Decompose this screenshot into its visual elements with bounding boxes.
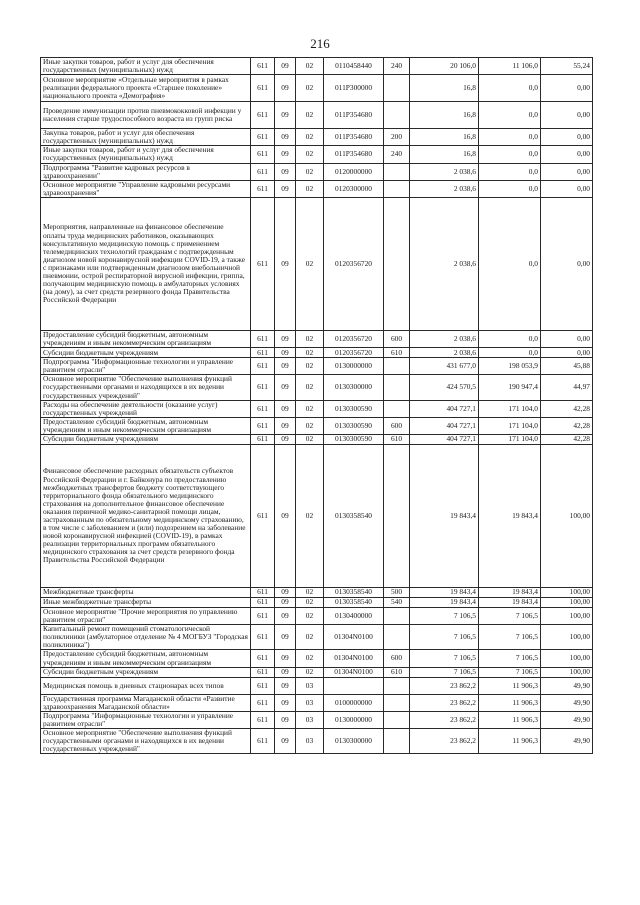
row-gr-cell: 611: [251, 129, 275, 146]
row-cs-cell: 0110458440: [324, 58, 384, 75]
row-rz-cell: 09: [275, 444, 296, 587]
row-plan-cell: 16,8: [410, 102, 479, 129]
row-vr-cell: [384, 444, 410, 587]
row-pr-cell: 02: [296, 58, 324, 75]
row-vr-cell: 540: [384, 597, 410, 607]
table-row: [41, 358, 593, 375]
row-fact-cell: 0,0: [479, 102, 541, 129]
budget-execution-table: [40, 57, 593, 754]
row-pr-cell: 02: [296, 180, 324, 197]
row-plan-cell: 16,8: [410, 129, 479, 146]
row-name-cell: Капитальный ремонт помещений стоматологической поликлиники (амбулаторное отделение № 4 МОГБУЗ "Городская поликлиника"): [41, 625, 251, 650]
row-name-cell: Основное мероприятие «Отдельные мероприятия в рамках реализации федерального проекта «Старшее поколение» национального проекта «Демография»: [41, 75, 251, 102]
row-cs-cell: 0100000000: [324, 694, 384, 711]
row-pr-cell: 02: [296, 146, 324, 163]
row-fact-cell: 198 053,9: [479, 358, 541, 375]
row-rz-cell: 09: [275, 650, 296, 667]
row-plan-cell: 23 862,2: [410, 694, 479, 711]
row-pct-cell: 0,00: [541, 75, 593, 102]
row-vr-cell: 610: [384, 348, 410, 358]
row-fact-cell: 0,0: [479, 146, 541, 163]
row-name-cell: Закупка товаров, работ и услуг для обеспечения государственных (муниципальных) нужд: [41, 129, 251, 146]
row-plan-cell: 404 727,1: [410, 434, 479, 444]
row-pr-cell: 03: [296, 677, 324, 694]
table-row: [41, 400, 593, 417]
row-name-cell: Основное мероприятие "Обеспечение выполнения функций государственными органами и находящихся в их ведении государственных учреждений": [41, 375, 251, 400]
row-rz-cell: 09: [275, 607, 296, 624]
row-rz-cell: 09: [275, 417, 296, 434]
row-pr-cell: 02: [296, 348, 324, 358]
table-row: [41, 667, 593, 677]
row-cs-cell: 0130000000: [324, 358, 384, 375]
row-plan-cell: 16,8: [410, 75, 479, 102]
row-pct-cell: 0,00: [541, 180, 593, 197]
row-fact-cell: 7 106,5: [479, 650, 541, 667]
row-rz-cell: 09: [275, 434, 296, 444]
row-cs-cell: 011P354680: [324, 129, 384, 146]
row-vr-cell: [384, 197, 410, 330]
row-fact-cell: 11 106,0: [479, 58, 541, 75]
row-vr-cell: [384, 180, 410, 197]
row-cs-cell: 011P354680: [324, 102, 384, 129]
table-row: [41, 75, 593, 102]
row-gr-cell: 611: [251, 358, 275, 375]
row-gr-cell: 611: [251, 444, 275, 587]
row-gr-cell: 611: [251, 348, 275, 358]
row-rz-cell: 09: [275, 330, 296, 347]
row-vr-cell: [384, 358, 410, 375]
row-cs-cell: 0130358540: [324, 587, 384, 597]
row-pr-cell: 02: [296, 102, 324, 129]
table-row: [41, 625, 593, 650]
row-gr-cell: 611: [251, 163, 275, 180]
row-plan-cell: 2 038,6: [410, 163, 479, 180]
row-cs-cell: 0130300590: [324, 417, 384, 434]
row-pct-cell: 42,28: [541, 434, 593, 444]
row-name-cell: Расходы на обеспечение деятельности (оказание услуг) государственных учреждений: [41, 400, 251, 417]
row-rz-cell: 09: [275, 180, 296, 197]
row-pr-cell: 02: [296, 444, 324, 587]
row-fact-cell: 11 906,3: [479, 677, 541, 694]
row-vr-cell: [384, 694, 410, 711]
table-row: [41, 607, 593, 624]
table-row: [41, 197, 593, 330]
table-row: [41, 375, 593, 400]
row-pr-cell: 03: [296, 729, 324, 754]
row-rz-cell: 09: [275, 667, 296, 677]
row-cs-cell: 0120356720: [324, 330, 384, 347]
row-plan-cell: 424 570,5: [410, 375, 479, 400]
row-vr-cell: 600: [384, 330, 410, 347]
row-name-cell: Основное мероприятие "Обеспечение выполнения функций государственными органами и находящихся в их ведении государственных учреждений": [41, 729, 251, 754]
row-plan-cell: 7 106,5: [410, 625, 479, 650]
row-rz-cell: 09: [275, 694, 296, 711]
row-cs-cell: 01304N0100: [324, 650, 384, 667]
row-pct-cell: 100,00: [541, 625, 593, 650]
table-row: [41, 163, 593, 180]
row-gr-cell: 611: [251, 650, 275, 667]
row-vr-cell: [384, 163, 410, 180]
table-row: [41, 677, 593, 694]
row-cs-cell: 0130358540: [324, 444, 384, 587]
row-vr-cell: [384, 375, 410, 400]
row-vr-cell: [384, 677, 410, 694]
row-name-cell: Субсидии бюджетным учреждениям: [41, 434, 251, 444]
row-pr-cell: 02: [296, 650, 324, 667]
row-gr-cell: 611: [251, 197, 275, 330]
row-gr-cell: 611: [251, 330, 275, 347]
row-name-cell: Проведение иммунизации против пневмококковой инфекции у населения старше трудоспособного возраста из групп риска: [41, 102, 251, 129]
table-row: [41, 650, 593, 667]
row-vr-cell: 200: [384, 129, 410, 146]
row-cs-cell: 0130300590: [324, 400, 384, 417]
row-rz-cell: 09: [275, 163, 296, 180]
row-pct-cell: 0,00: [541, 102, 593, 129]
row-name-cell: Подпрограмма "Развитие кадровых ресурсов в здравоохранении": [41, 163, 251, 180]
row-name-cell: Финансовое обеспечение расходных обязательств субъектов Российской Федерации и г. Байконура по предоставлению межбюджетных трансфертов бюджету соответствующего территориального фонда обязательного медицинского страхования на дополнительное финансовое обеспечение оказания первичной медико-санитарной помощи лицам, застрахованным по обязательному медицинскому страхованию, в том числе с заболеванием и (или) подозрением на заболевание новой коронавирусной инфекцией (COVID-19), в рамках реализации территориальных программ обязательного медицинского страхования за счет средств резервного фонда Правительства Российской Федерации: [41, 444, 251, 587]
row-plan-cell: 2 038,6: [410, 180, 479, 197]
row-pct-cell: 42,28: [541, 400, 593, 417]
row-fact-cell: 19 843,4: [479, 444, 541, 587]
row-gr-cell: 611: [251, 694, 275, 711]
row-rz-cell: 09: [275, 58, 296, 75]
row-fact-cell: 19 843,4: [479, 587, 541, 597]
row-fact-cell: 7 106,5: [479, 625, 541, 650]
row-fact-cell: 7 106,5: [479, 667, 541, 677]
row-pct-cell: 0,00: [541, 146, 593, 163]
row-rz-cell: 09: [275, 129, 296, 146]
row-gr-cell: 611: [251, 434, 275, 444]
row-gr-cell: 611: [251, 677, 275, 694]
row-vr-cell: 240: [384, 146, 410, 163]
row-cs-cell: 0130300000: [324, 729, 384, 754]
row-cs-cell: 0120300000: [324, 180, 384, 197]
row-cs-cell: 01304N0100: [324, 667, 384, 677]
row-plan-cell: 19 843,4: [410, 587, 479, 597]
row-fact-cell: 11 906,3: [479, 694, 541, 711]
row-pr-cell: 02: [296, 597, 324, 607]
row-fact-cell: 0,0: [479, 129, 541, 146]
row-gr-cell: 611: [251, 597, 275, 607]
table-row: [41, 417, 593, 434]
row-plan-cell: 19 843,4: [410, 597, 479, 607]
row-rz-cell: 09: [275, 348, 296, 358]
row-pr-cell: 02: [296, 667, 324, 677]
row-cs-cell: 0130358540: [324, 597, 384, 607]
row-name-cell: Государственная программа Магаданской области «Развитие здравоохранения Магаданской области»: [41, 694, 251, 711]
table-row: [41, 102, 593, 129]
row-plan-cell: 2 038,6: [410, 197, 479, 330]
row-fact-cell: 190 947,4: [479, 375, 541, 400]
row-plan-cell: 23 862,2: [410, 711, 479, 728]
page-number: 216: [310, 36, 330, 51]
row-name-cell: Подпрограмма "Информационные технологии и управление развитием отрасли": [41, 358, 251, 375]
row-gr-cell: 611: [251, 607, 275, 624]
row-plan-cell: 404 727,1: [410, 400, 479, 417]
row-pr-cell: 02: [296, 625, 324, 650]
row-vr-cell: [384, 625, 410, 650]
row-rz-cell: 09: [275, 75, 296, 102]
row-cs-cell: 01304N0100: [324, 625, 384, 650]
row-cs-cell: 0130300590: [324, 434, 384, 444]
row-plan-cell: 23 862,2: [410, 729, 479, 754]
row-pct-cell: 0,00: [541, 197, 593, 330]
row-plan-cell: 20 106,0: [410, 58, 479, 75]
row-vr-cell: 500: [384, 587, 410, 597]
row-pct-cell: 44,97: [541, 375, 593, 400]
row-gr-cell: 611: [251, 587, 275, 597]
row-pr-cell: 02: [296, 129, 324, 146]
row-rz-cell: 09: [275, 677, 296, 694]
row-pr-cell: 02: [296, 197, 324, 330]
row-pct-cell: 100,00: [541, 607, 593, 624]
row-fact-cell: 171 104,0: [479, 434, 541, 444]
row-gr-cell: 611: [251, 102, 275, 129]
row-rz-cell: 09: [275, 146, 296, 163]
row-pr-cell: 02: [296, 587, 324, 597]
row-name-cell: Основное мероприятие "Прочие мероприятия по управлению развитием отрасли": [41, 607, 251, 624]
row-rz-cell: 09: [275, 197, 296, 330]
row-cs-cell: [324, 677, 384, 694]
row-name-cell: Предоставление субсидий бюджетным, автономным учреждениям и иным некоммерческим организациям: [41, 330, 251, 347]
row-pr-cell: 02: [296, 358, 324, 375]
row-vr-cell: 610: [384, 667, 410, 677]
table-row: [41, 444, 593, 587]
row-pr-cell: 03: [296, 694, 324, 711]
row-name-cell: Межбюджетные трансферты: [41, 587, 251, 597]
row-gr-cell: 611: [251, 180, 275, 197]
row-cs-cell: 0130000000: [324, 711, 384, 728]
row-plan-cell: 431 677,0: [410, 358, 479, 375]
row-gr-cell: 611: [251, 729, 275, 754]
row-pct-cell: 55,24: [541, 58, 593, 75]
row-vr-cell: 600: [384, 650, 410, 667]
row-plan-cell: 7 106,5: [410, 667, 479, 677]
row-rz-cell: 09: [275, 597, 296, 607]
row-plan-cell: 19 843,4: [410, 444, 479, 587]
row-pct-cell: 0,00: [541, 348, 593, 358]
row-pct-cell: 49,90: [541, 677, 593, 694]
row-vr-cell: 610: [384, 434, 410, 444]
row-name-cell: Иные закупки товаров, работ и услуг для обеспечения государственных (муниципальных) нужд: [41, 58, 251, 75]
row-name-cell: Медицинская помощь в дневных стационарах всех типов: [41, 677, 251, 694]
table-row: [41, 587, 593, 597]
row-rz-cell: 09: [275, 711, 296, 728]
row-pr-cell: 02: [296, 163, 324, 180]
row-name-cell: Иные межбюджетные трансферты: [41, 597, 251, 607]
row-pr-cell: 02: [296, 417, 324, 434]
row-gr-cell: 611: [251, 400, 275, 417]
row-cs-cell: 0120000000: [324, 163, 384, 180]
table-row: [41, 711, 593, 728]
table-row: [41, 180, 593, 197]
row-name-cell: Предоставление субсидий бюджетным, автономным учреждениям и иным некоммерческим организациям: [41, 417, 251, 434]
row-plan-cell: 7 106,5: [410, 650, 479, 667]
row-pct-cell: 100,00: [541, 667, 593, 677]
row-pr-cell: 02: [296, 607, 324, 624]
row-fact-cell: 171 104,0: [479, 417, 541, 434]
row-plan-cell: 404 727,1: [410, 417, 479, 434]
row-gr-cell: 611: [251, 75, 275, 102]
row-cs-cell: 011P354680: [324, 146, 384, 163]
table-row: [41, 694, 593, 711]
row-name-cell: Подпрограмма "Информационные технологии и управление развитием отрасли": [41, 711, 251, 728]
row-gr-cell: 611: [251, 625, 275, 650]
row-pct-cell: 100,00: [541, 444, 593, 587]
row-pct-cell: 42,28: [541, 417, 593, 434]
row-gr-cell: 611: [251, 146, 275, 163]
table-row: [41, 330, 593, 347]
row-rz-cell: 09: [275, 625, 296, 650]
table-row: [41, 434, 593, 444]
row-rz-cell: 09: [275, 400, 296, 417]
row-plan-cell: 2 038,6: [410, 348, 479, 358]
row-pct-cell: 100,00: [541, 587, 593, 597]
row-fact-cell: 171 104,0: [479, 400, 541, 417]
row-cs-cell: 0130300000: [324, 375, 384, 400]
row-fact-cell: 0,0: [479, 163, 541, 180]
row-pct-cell: 45,88: [541, 358, 593, 375]
row-fact-cell: 19 843,4: [479, 597, 541, 607]
table-row: [41, 58, 593, 75]
row-fact-cell: 0,0: [479, 75, 541, 102]
row-cs-cell: 011P300000: [324, 75, 384, 102]
row-vr-cell: 240: [384, 58, 410, 75]
row-vr-cell: [384, 729, 410, 754]
row-vr-cell: [384, 400, 410, 417]
row-vr-cell: [384, 102, 410, 129]
row-pr-cell: 02: [296, 400, 324, 417]
row-fact-cell: 7 106,5: [479, 607, 541, 624]
row-pr-cell: 02: [296, 375, 324, 400]
row-plan-cell: 7 106,5: [410, 607, 479, 624]
row-gr-cell: 611: [251, 58, 275, 75]
row-name-cell: Субсидии бюджетным учреждениям: [41, 667, 251, 677]
row-rz-cell: 09: [275, 102, 296, 129]
row-vr-cell: [384, 75, 410, 102]
row-fact-cell: 0,0: [479, 180, 541, 197]
row-pct-cell: 49,90: [541, 729, 593, 754]
row-gr-cell: 611: [251, 417, 275, 434]
row-fact-cell: 11 906,3: [479, 711, 541, 728]
row-pct-cell: 0,00: [541, 129, 593, 146]
row-fact-cell: 0,0: [479, 197, 541, 330]
row-name-cell: Субсидии бюджетным учреждениям: [41, 348, 251, 358]
row-plan-cell: 2 038,6: [410, 330, 479, 347]
row-gr-cell: 611: [251, 667, 275, 677]
row-pct-cell: 49,90: [541, 711, 593, 728]
row-pct-cell: 0,00: [541, 163, 593, 180]
table-row: [41, 146, 593, 163]
table-row: [41, 129, 593, 146]
table-body: [41, 58, 593, 754]
row-cs-cell: 0120356720: [324, 197, 384, 330]
row-rz-cell: 09: [275, 587, 296, 597]
row-gr-cell: 611: [251, 711, 275, 728]
table-row: [41, 348, 593, 358]
row-plan-cell: 16,8: [410, 146, 479, 163]
row-pct-cell: 100,00: [541, 650, 593, 667]
row-pr-cell: 02: [296, 330, 324, 347]
row-cs-cell: 0130400000: [324, 607, 384, 624]
row-vr-cell: 600: [384, 417, 410, 434]
row-fact-cell: 11 906,3: [479, 729, 541, 754]
row-gr-cell: 611: [251, 375, 275, 400]
row-rz-cell: 09: [275, 358, 296, 375]
row-rz-cell: 09: [275, 375, 296, 400]
row-pr-cell: 02: [296, 75, 324, 102]
row-name-cell: Основное мероприятие "Управление кадровыми ресурсами здравоохранения": [41, 180, 251, 197]
row-rz-cell: 09: [275, 729, 296, 754]
row-name-cell: Предоставление субсидий бюджетным, автономным учреждениям и иным некоммерческим организациям: [41, 650, 251, 667]
row-vr-cell: [384, 607, 410, 624]
table-row: [41, 729, 593, 754]
row-cs-cell: 0120356720: [324, 348, 384, 358]
row-pct-cell: 100,00: [541, 597, 593, 607]
row-name-cell: Иные закупки товаров, работ и услуг для обеспечения государственных (муниципальных) нужд: [41, 146, 251, 163]
row-pr-cell: 03: [296, 711, 324, 728]
table-row: [41, 597, 593, 607]
row-pr-cell: 02: [296, 434, 324, 444]
row-plan-cell: 23 862,2: [410, 677, 479, 694]
row-fact-cell: 0,0: [479, 330, 541, 347]
row-pct-cell: 0,00: [541, 330, 593, 347]
row-name-cell: Мероприятия, направленные на финансовое обеспечение оплаты труда медицинских работников, оказывающих консультативную медицинскую помощь с применением телемедицинских технологий гражданам с подтвержденным диагнозом новой коронавирусной инфекции COVID-19, а также с признаками или подтвержденным диагнозом внебольничной пневмонии, острой респираторной вирусной инфекции, гриппа, получающим медицинскую помощь в амбулаторных условиях (на дому), за счет средств резервного фонда Правительства Российской Федерации: [41, 197, 251, 330]
row-pct-cell: 49,90: [541, 694, 593, 711]
row-vr-cell: [384, 711, 410, 728]
row-fact-cell: 0,0: [479, 348, 541, 358]
